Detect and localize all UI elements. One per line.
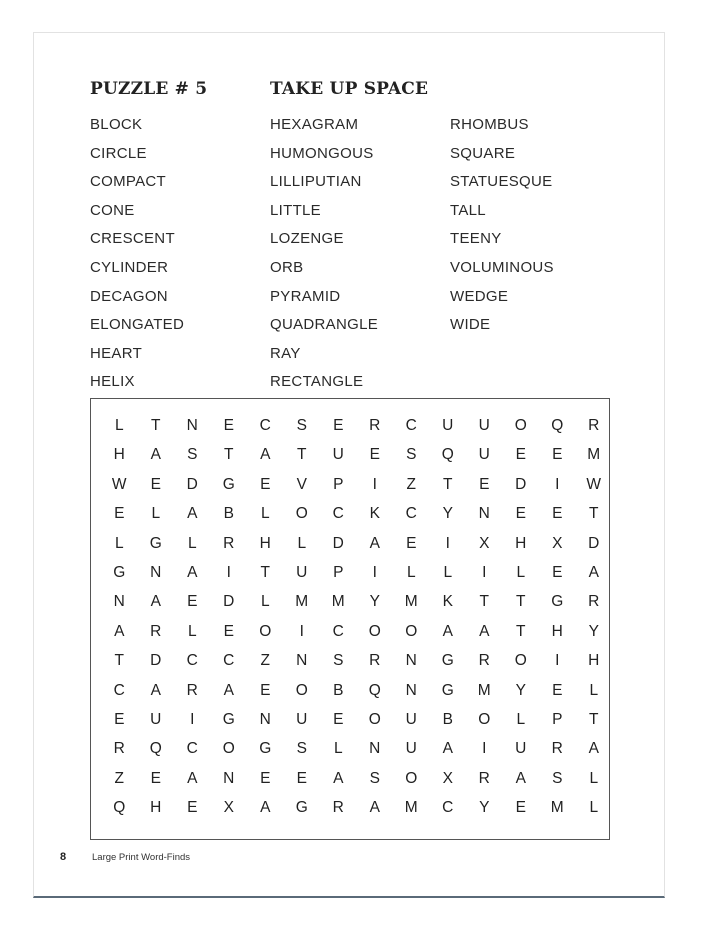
puzzle-number: PUZZLE # 5: [90, 79, 208, 99]
word-list-item: WEDGE: [450, 287, 509, 305]
grid-cell[interactable]: L: [589, 769, 599, 787]
grid-cell[interactable]: O: [368, 710, 381, 728]
grid-cell[interactable]: A: [588, 740, 599, 758]
grid-cell[interactable]: I: [482, 563, 487, 581]
grid-cell[interactable]: S: [552, 769, 563, 787]
grid-cell[interactable]: R: [588, 417, 600, 434]
grid-cell[interactable]: S: [187, 446, 198, 464]
grid-cell[interactable]: W: [111, 475, 127, 493]
word-list-item: COMPACT: [90, 173, 166, 191]
grid-cell[interactable]: D: [223, 593, 235, 611]
grid-cell[interactable]: V: [296, 475, 307, 493]
grid-cell[interactable]: E: [114, 710, 125, 728]
grid-cell[interactable]: T: [516, 622, 526, 640]
grid-cell[interactable]: T: [224, 446, 234, 464]
word-list-item: DECAGON: [90, 287, 168, 305]
grid-cell[interactable]: Y: [515, 681, 526, 699]
grid-cell[interactable]: E: [223, 417, 234, 434]
grid-cell[interactable]: B: [223, 505, 234, 523]
grid-cell[interactable]: G: [113, 563, 126, 581]
grid-cell[interactable]: G: [441, 681, 454, 699]
grid-cell[interactable]: R: [369, 652, 381, 670]
grid-cell[interactable]: E: [150, 769, 161, 787]
grid-cell[interactable]: A: [114, 622, 125, 640]
grid-cell[interactable]: E: [150, 475, 161, 493]
grid-cell[interactable]: I: [555, 652, 560, 670]
word-list-item: SQUARE: [450, 144, 516, 162]
grid-cell[interactable]: H: [150, 799, 162, 817]
grid-cell[interactable]: W: [586, 475, 602, 493]
word-list-item: LOZENGE: [270, 230, 344, 248]
grid-cell[interactable]: N: [113, 593, 125, 611]
grid-cell[interactable]: Y: [442, 505, 453, 523]
grid-cell[interactable]: I: [190, 710, 195, 728]
grid-cell[interactable]: O: [222, 740, 235, 758]
grid-cell[interactable]: E: [260, 769, 271, 787]
grid-cell[interactable]: A: [260, 799, 271, 817]
book-title: Large Print Word-Finds: [92, 852, 191, 863]
grid-cell[interactable]: I: [299, 622, 304, 640]
grid-cell[interactable]: L: [406, 563, 416, 581]
grid-cell[interactable]: A: [187, 563, 198, 581]
grid-cell[interactable]: L: [516, 563, 526, 581]
word-list-item: CYLINDER: [90, 258, 169, 276]
grid-cell[interactable]: R: [551, 740, 563, 758]
grid-cell[interactable]: A: [515, 769, 526, 787]
word-list-item: CIRCLE: [90, 144, 147, 162]
grid-cell[interactable]: E: [333, 710, 344, 728]
grid-cell[interactable]: G: [551, 593, 564, 611]
grid-cell[interactable]: I: [482, 740, 487, 758]
grid-cell[interactable]: T: [297, 446, 307, 464]
word-list-item: HEART: [90, 344, 143, 362]
grid-cell[interactable]: M: [404, 593, 418, 611]
grid-cell[interactable]: U: [405, 710, 417, 728]
grid-cell[interactable]: Z: [260, 652, 270, 670]
grid-cell[interactable]: A: [150, 593, 161, 611]
grid-cell[interactable]: X: [223, 799, 234, 817]
grid-cell[interactable]: X: [552, 534, 563, 552]
grid-cell[interactable]: G: [259, 740, 272, 758]
grid-cell[interactable]: P: [333, 475, 344, 493]
grid-cell[interactable]: A: [223, 681, 234, 699]
grid-cell[interactable]: O: [368, 622, 381, 640]
grid-cell[interactable]: A: [369, 799, 380, 817]
word-list-item: STATUESQUE: [450, 173, 553, 191]
grid-cell[interactable]: C: [223, 652, 235, 670]
word-column-1: [90, 111, 184, 397]
grid-cell[interactable]: G: [149, 534, 162, 552]
letter-grid: [101, 411, 612, 822]
word-list-item: WIDE: [450, 316, 491, 334]
word-list-item: ORB: [270, 258, 304, 276]
grid-cell[interactable]: T: [589, 710, 599, 728]
grid-cell[interactable]: A: [187, 769, 198, 787]
grid-cell[interactable]: U: [296, 563, 308, 581]
grid-cell[interactable]: D: [588, 534, 600, 552]
grid-cell[interactable]: M: [331, 593, 345, 611]
grid-cell[interactable]: M: [587, 446, 601, 464]
grid-cell[interactable]: N: [405, 681, 417, 699]
grid-cell[interactable]: U: [478, 446, 490, 464]
grid-cell[interactable]: E: [406, 534, 417, 552]
grid-cell[interactable]: B: [442, 710, 453, 728]
grid-cell[interactable]: O: [405, 622, 418, 640]
grid-cell[interactable]: E: [515, 505, 526, 523]
grid-cell[interactable]: A: [369, 534, 380, 552]
grid-cell[interactable]: Q: [368, 681, 381, 699]
grid-cell[interactable]: A: [187, 505, 198, 523]
grid-cell[interactable]: T: [516, 593, 526, 611]
word-column-3: [450, 111, 554, 340]
letter-grid-box: [90, 398, 610, 840]
grid-cell[interactable]: O: [295, 681, 308, 699]
grid-cell[interactable]: S: [333, 652, 344, 670]
grid-cell[interactable]: A: [442, 622, 453, 640]
word-list-item: TALL: [450, 201, 486, 219]
grid-cell[interactable]: E: [187, 799, 198, 817]
grid-cell[interactable]: I: [372, 475, 377, 493]
grid-cell[interactable]: N: [478, 505, 490, 523]
grid-cell[interactable]: E: [552, 563, 563, 581]
grid-cell[interactable]: L: [516, 710, 526, 728]
grid-cell[interactable]: X: [442, 769, 453, 787]
grid-cell[interactable]: S: [406, 446, 417, 464]
grid-cell[interactable]: C: [332, 622, 344, 640]
grid-cell[interactable]: L: [443, 563, 453, 581]
grid-cell[interactable]: R: [478, 652, 490, 670]
grid-cell[interactable]: L: [114, 534, 124, 552]
grid-cell[interactable]: R: [223, 534, 235, 552]
grid-cell[interactable]: M: [295, 593, 309, 611]
grid-cell[interactable]: K: [369, 505, 380, 523]
grid-cell[interactable]: T: [151, 417, 161, 434]
grid-cell[interactable]: U: [478, 417, 490, 434]
grid-cell[interactable]: E: [260, 681, 271, 699]
word-list-item: HELIX: [90, 373, 135, 391]
grid-cell[interactable]: U: [405, 740, 417, 758]
grid-cell[interactable]: Q: [441, 446, 454, 464]
grid-cell[interactable]: L: [187, 622, 197, 640]
grid-cell[interactable]: R: [478, 769, 490, 787]
grid-cell[interactable]: D: [150, 652, 162, 670]
grid-cell[interactable]: L: [114, 417, 124, 434]
word-list-item: TEENY: [450, 230, 502, 248]
grid-cell[interactable]: N: [223, 769, 235, 787]
grid-cell[interactable]: R: [186, 681, 198, 699]
word-list-item: LILLIPUTIAN: [270, 173, 362, 191]
grid-cell[interactable]: X: [479, 534, 490, 552]
grid-cell[interactable]: A: [150, 446, 161, 464]
grid-cell[interactable]: E: [296, 769, 307, 787]
grid-cell[interactable]: R: [369, 417, 381, 434]
grid-cell[interactable]: E: [552, 446, 563, 464]
grid-cell[interactable]: I: [445, 534, 450, 552]
grid-cell[interactable]: Y: [369, 593, 380, 611]
grid-cell[interactable]: I: [226, 563, 231, 581]
grid-cell[interactable]: E: [552, 505, 563, 523]
word-list-item: RAY: [270, 344, 301, 362]
grid-cell[interactable]: D: [332, 534, 344, 552]
word-list-item: ELONGATED: [90, 316, 185, 334]
word-list-item: HEXAGRAM: [270, 116, 359, 133]
grid-cell[interactable]: E: [333, 417, 344, 434]
grid-cell[interactable]: N: [150, 563, 162, 581]
grid-cell[interactable]: E: [187, 593, 198, 611]
grid-cell[interactable]: U: [296, 710, 308, 728]
grid-cell[interactable]: R: [588, 593, 600, 611]
grid-cell[interactable]: S: [369, 769, 380, 787]
grid-cell[interactable]: C: [332, 505, 344, 523]
grid-cell[interactable]: S: [296, 417, 307, 434]
grid-cell[interactable]: C: [186, 652, 198, 670]
grid-cell[interactable]: M: [477, 681, 491, 699]
grid-cell[interactable]: A: [333, 769, 344, 787]
grid-cell[interactable]: H: [588, 652, 600, 670]
grid-cell[interactable]: R: [113, 740, 125, 758]
grid-cell[interactable]: G: [222, 710, 235, 728]
grid-cell[interactable]: A: [588, 563, 599, 581]
grid-cell[interactable]: K: [442, 593, 453, 611]
grid-cell[interactable]: U: [332, 446, 344, 464]
word-list-item: RECTANGLE: [270, 373, 364, 391]
grid-cell[interactable]: H: [515, 534, 527, 552]
word-list-item: VOLUMINOUS: [450, 258, 554, 276]
page-number: 8: [60, 851, 67, 863]
grid-cell[interactable]: N: [259, 710, 271, 728]
grid-cell[interactable]: A: [479, 622, 490, 640]
grid-cell[interactable]: C: [442, 799, 454, 817]
word-list-item: RHOMBUS: [450, 116, 529, 133]
word-list-item: CONE: [90, 201, 135, 219]
grid-cell[interactable]: Y: [479, 799, 490, 817]
grid-cell[interactable]: M: [404, 799, 418, 817]
grid-cell[interactable]: Z: [406, 475, 416, 493]
grid-cell[interactable]: H: [551, 622, 563, 640]
grid-cell[interactable]: L: [333, 740, 343, 758]
grid-cell[interactable]: E: [260, 475, 271, 493]
grid-cell[interactable]: E: [552, 681, 563, 699]
grid-cell[interactable]: R: [332, 799, 344, 817]
grid-cell[interactable]: R: [150, 622, 162, 640]
grid-cell[interactable]: L: [589, 799, 599, 817]
grid-cell[interactable]: N: [369, 740, 381, 758]
grid-cell[interactable]: C: [259, 417, 271, 434]
grid-cell[interactable]: L: [297, 534, 307, 552]
grid-cell[interactable]: Y: [588, 622, 599, 640]
word-list-item: CRESCENT: [90, 230, 175, 248]
grid-cell[interactable]: O: [514, 652, 527, 670]
grid-cell[interactable]: E: [515, 799, 526, 817]
grid-cell[interactable]: T: [260, 563, 270, 581]
word-list-item: QUADRANGLE: [270, 316, 379, 334]
grid-cell[interactable]: H: [259, 534, 271, 552]
grid-cell[interactable]: I: [555, 475, 560, 493]
grid-cell[interactable]: L: [187, 534, 197, 552]
grid-cell[interactable]: T: [589, 505, 599, 523]
grid-cell[interactable]: U: [515, 740, 527, 758]
grid-cell[interactable]: T: [443, 475, 453, 493]
grid-cell[interactable]: C: [405, 505, 417, 523]
grid-cell[interactable]: Q: [551, 417, 564, 434]
grid-cell[interactable]: L: [589, 681, 599, 699]
grid-cell[interactable]: G: [222, 475, 235, 493]
grid-cell[interactable]: O: [259, 622, 272, 640]
grid-cell[interactable]: D: [186, 475, 198, 493]
grid-cell[interactable]: P: [333, 563, 344, 581]
grid-cell[interactable]: D: [515, 475, 527, 493]
grid-cell[interactable]: O: [405, 769, 418, 787]
grid-cell[interactable]: E: [223, 622, 234, 640]
grid-cell[interactable]: Q: [113, 799, 126, 817]
grid-cell[interactable]: L: [151, 505, 161, 523]
grid-cell[interactable]: T: [114, 652, 124, 670]
puzzle-theme: TAKE UP SPACE: [270, 79, 429, 99]
grid-cell[interactable]: U: [442, 417, 454, 434]
grid-cell[interactable]: H: [113, 446, 125, 464]
grid-cell[interactable]: T: [479, 593, 489, 611]
word-list-item: BLOCK: [90, 116, 143, 133]
word-list-item: LITTLE: [270, 201, 321, 219]
grid-cell[interactable]: I: [372, 563, 377, 581]
grid-cell[interactable]: C: [113, 681, 125, 699]
grid-cell[interactable]: N: [296, 652, 308, 670]
word-list-item: HUMONGOUS: [270, 144, 374, 162]
grid-cell[interactable]: B: [333, 681, 344, 699]
grid-cell[interactable]: E: [479, 475, 490, 493]
grid-cell[interactable]: G: [441, 652, 454, 670]
grid-cell[interactable]: C: [186, 740, 198, 758]
word-list-item: PYRAMID: [270, 287, 341, 305]
grid-cell[interactable]: E: [114, 505, 125, 523]
grid-cell[interactable]: Z: [114, 769, 124, 787]
grid-cell[interactable]: A: [150, 681, 161, 699]
grid-cell[interactable]: M: [550, 799, 564, 817]
grid-cell[interactable]: C: [405, 417, 417, 434]
grid-cell[interactable]: N: [186, 417, 198, 434]
grid-cell[interactable]: L: [260, 593, 270, 611]
grid-cell[interactable]: E: [369, 446, 380, 464]
grid-cell[interactable]: G: [295, 799, 308, 817]
grid-cell[interactable]: O: [478, 710, 491, 728]
grid-cell[interactable]: N: [405, 652, 417, 670]
grid-cell[interactable]: S: [296, 740, 307, 758]
grid-cell[interactable]: A: [260, 446, 271, 464]
grid-cell[interactable]: O: [514, 417, 527, 434]
word-column-2: [270, 111, 378, 397]
grid-cell[interactable]: L: [260, 505, 270, 523]
grid-cell[interactable]: E: [515, 446, 526, 464]
grid-cell[interactable]: A: [442, 740, 453, 758]
grid-cell[interactable]: Q: [149, 740, 162, 758]
grid-cell[interactable]: P: [552, 710, 563, 728]
grid-cell[interactable]: U: [150, 710, 162, 728]
grid-cell[interactable]: O: [295, 505, 308, 523]
